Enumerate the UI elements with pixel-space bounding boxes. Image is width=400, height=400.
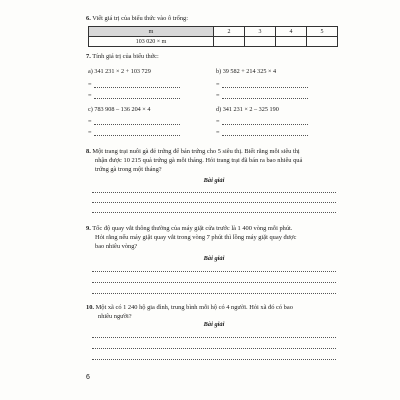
answer-line[interactable] bbox=[222, 98, 308, 99]
question-text: Một trang trại nuôi gà đẻ trứng để bán trứng cho 5 siêu thị. Biết rằng mỗi siêu thị bbox=[92, 148, 300, 155]
equals-sign: = bbox=[216, 92, 220, 99]
question-text: Tính giá trị của biểu thức: bbox=[92, 53, 159, 60]
table-header-m: m bbox=[89, 27, 214, 37]
equals-sign: = bbox=[88, 129, 92, 136]
question-text: bao nhiêu vòng? bbox=[95, 243, 138, 250]
expression-d: d) 341 231 × 2 – 325 190 bbox=[216, 106, 279, 113]
table-column: 3 bbox=[245, 27, 276, 37]
question-7 bbox=[86, 52, 159, 61]
answer-line[interactable] bbox=[92, 202, 336, 203]
equals-sign: = bbox=[88, 81, 92, 88]
answer-line[interactable] bbox=[92, 337, 336, 338]
answer-line[interactable] bbox=[222, 135, 308, 136]
table-answer-cell[interactable] bbox=[276, 37, 307, 47]
equals-sign: = bbox=[216, 118, 220, 125]
answer-line[interactable] bbox=[222, 124, 308, 125]
answer-line[interactable] bbox=[94, 98, 180, 99]
solution-heading: Bài giải bbox=[203, 177, 225, 184]
answer-line[interactable] bbox=[94, 87, 180, 88]
question-text: Hỏi rằng nếu máy giặt quay vắt trong vòng 7 phút thì lồng máy giặt quay được bbox=[95, 234, 297, 241]
table-column: 2 bbox=[214, 27, 245, 37]
solution-heading: Bài giải bbox=[203, 255, 225, 262]
answer-line[interactable] bbox=[92, 271, 336, 272]
solution-heading: Bài giải bbox=[203, 321, 225, 328]
equals-sign: = bbox=[216, 81, 220, 88]
equals-sign: = bbox=[88, 92, 92, 99]
question-6 bbox=[86, 14, 188, 23]
table-answer-cell[interactable] bbox=[245, 37, 276, 47]
expression-a: a) 341 231 × 2 + 103 729 bbox=[88, 68, 151, 75]
answer-line[interactable] bbox=[92, 348, 336, 349]
answer-line[interactable] bbox=[94, 135, 180, 136]
question-10 bbox=[86, 303, 336, 321]
answer-line[interactable] bbox=[92, 192, 336, 193]
question-number: 6. bbox=[86, 15, 91, 22]
question-number: 9. bbox=[86, 225, 91, 232]
question-text: trứng gà trong một tháng? bbox=[95, 166, 162, 173]
expression-c: c) 783 908 – 136 204 × 4 bbox=[88, 106, 151, 113]
question-text: Viết giá trị của biểu thức vào ô trống: bbox=[92, 15, 188, 22]
question-text: nhiêu người? bbox=[98, 313, 132, 320]
answer-line[interactable] bbox=[92, 359, 336, 360]
answer-line[interactable] bbox=[92, 282, 336, 283]
table-column: 5 bbox=[307, 27, 338, 37]
question-text: nhận được 10 215 quả trứng gà mỗi tháng. Hỏi trang trại đã bán ra bao nhiêu quả bbox=[95, 157, 303, 164]
equals-sign: = bbox=[88, 118, 92, 125]
table-answer-cell[interactable] bbox=[214, 37, 245, 47]
question-8 bbox=[86, 147, 336, 174]
answer-line[interactable] bbox=[92, 212, 336, 213]
page-number: 6 bbox=[86, 374, 90, 381]
question-text: Tốc độ quay vắt thông thường của máy giặt cửa trước là 1 400 vòng mỗi phút. bbox=[92, 225, 293, 232]
table-column: 4 bbox=[276, 27, 307, 37]
answer-line[interactable] bbox=[92, 293, 336, 294]
values-table bbox=[88, 26, 338, 47]
equals-sign: = bbox=[216, 129, 220, 136]
answer-line[interactable] bbox=[222, 87, 308, 88]
answer-line[interactable] bbox=[94, 124, 180, 125]
question-number: 7. bbox=[86, 53, 91, 60]
question-number: 10. bbox=[86, 304, 94, 311]
question-9 bbox=[86, 224, 336, 251]
table-expression-label: 103 020 × m bbox=[89, 37, 214, 47]
table-answer-cell[interactable] bbox=[307, 37, 338, 47]
question-text: Một xã có 1 240 hộ gia đình, trung bình mỗi hộ có 4 người. Hỏi xã đó có bao bbox=[95, 304, 293, 311]
expression-b: b) 39 582 + 214 325 × 4 bbox=[216, 68, 277, 75]
question-number: 8. bbox=[86, 148, 91, 155]
